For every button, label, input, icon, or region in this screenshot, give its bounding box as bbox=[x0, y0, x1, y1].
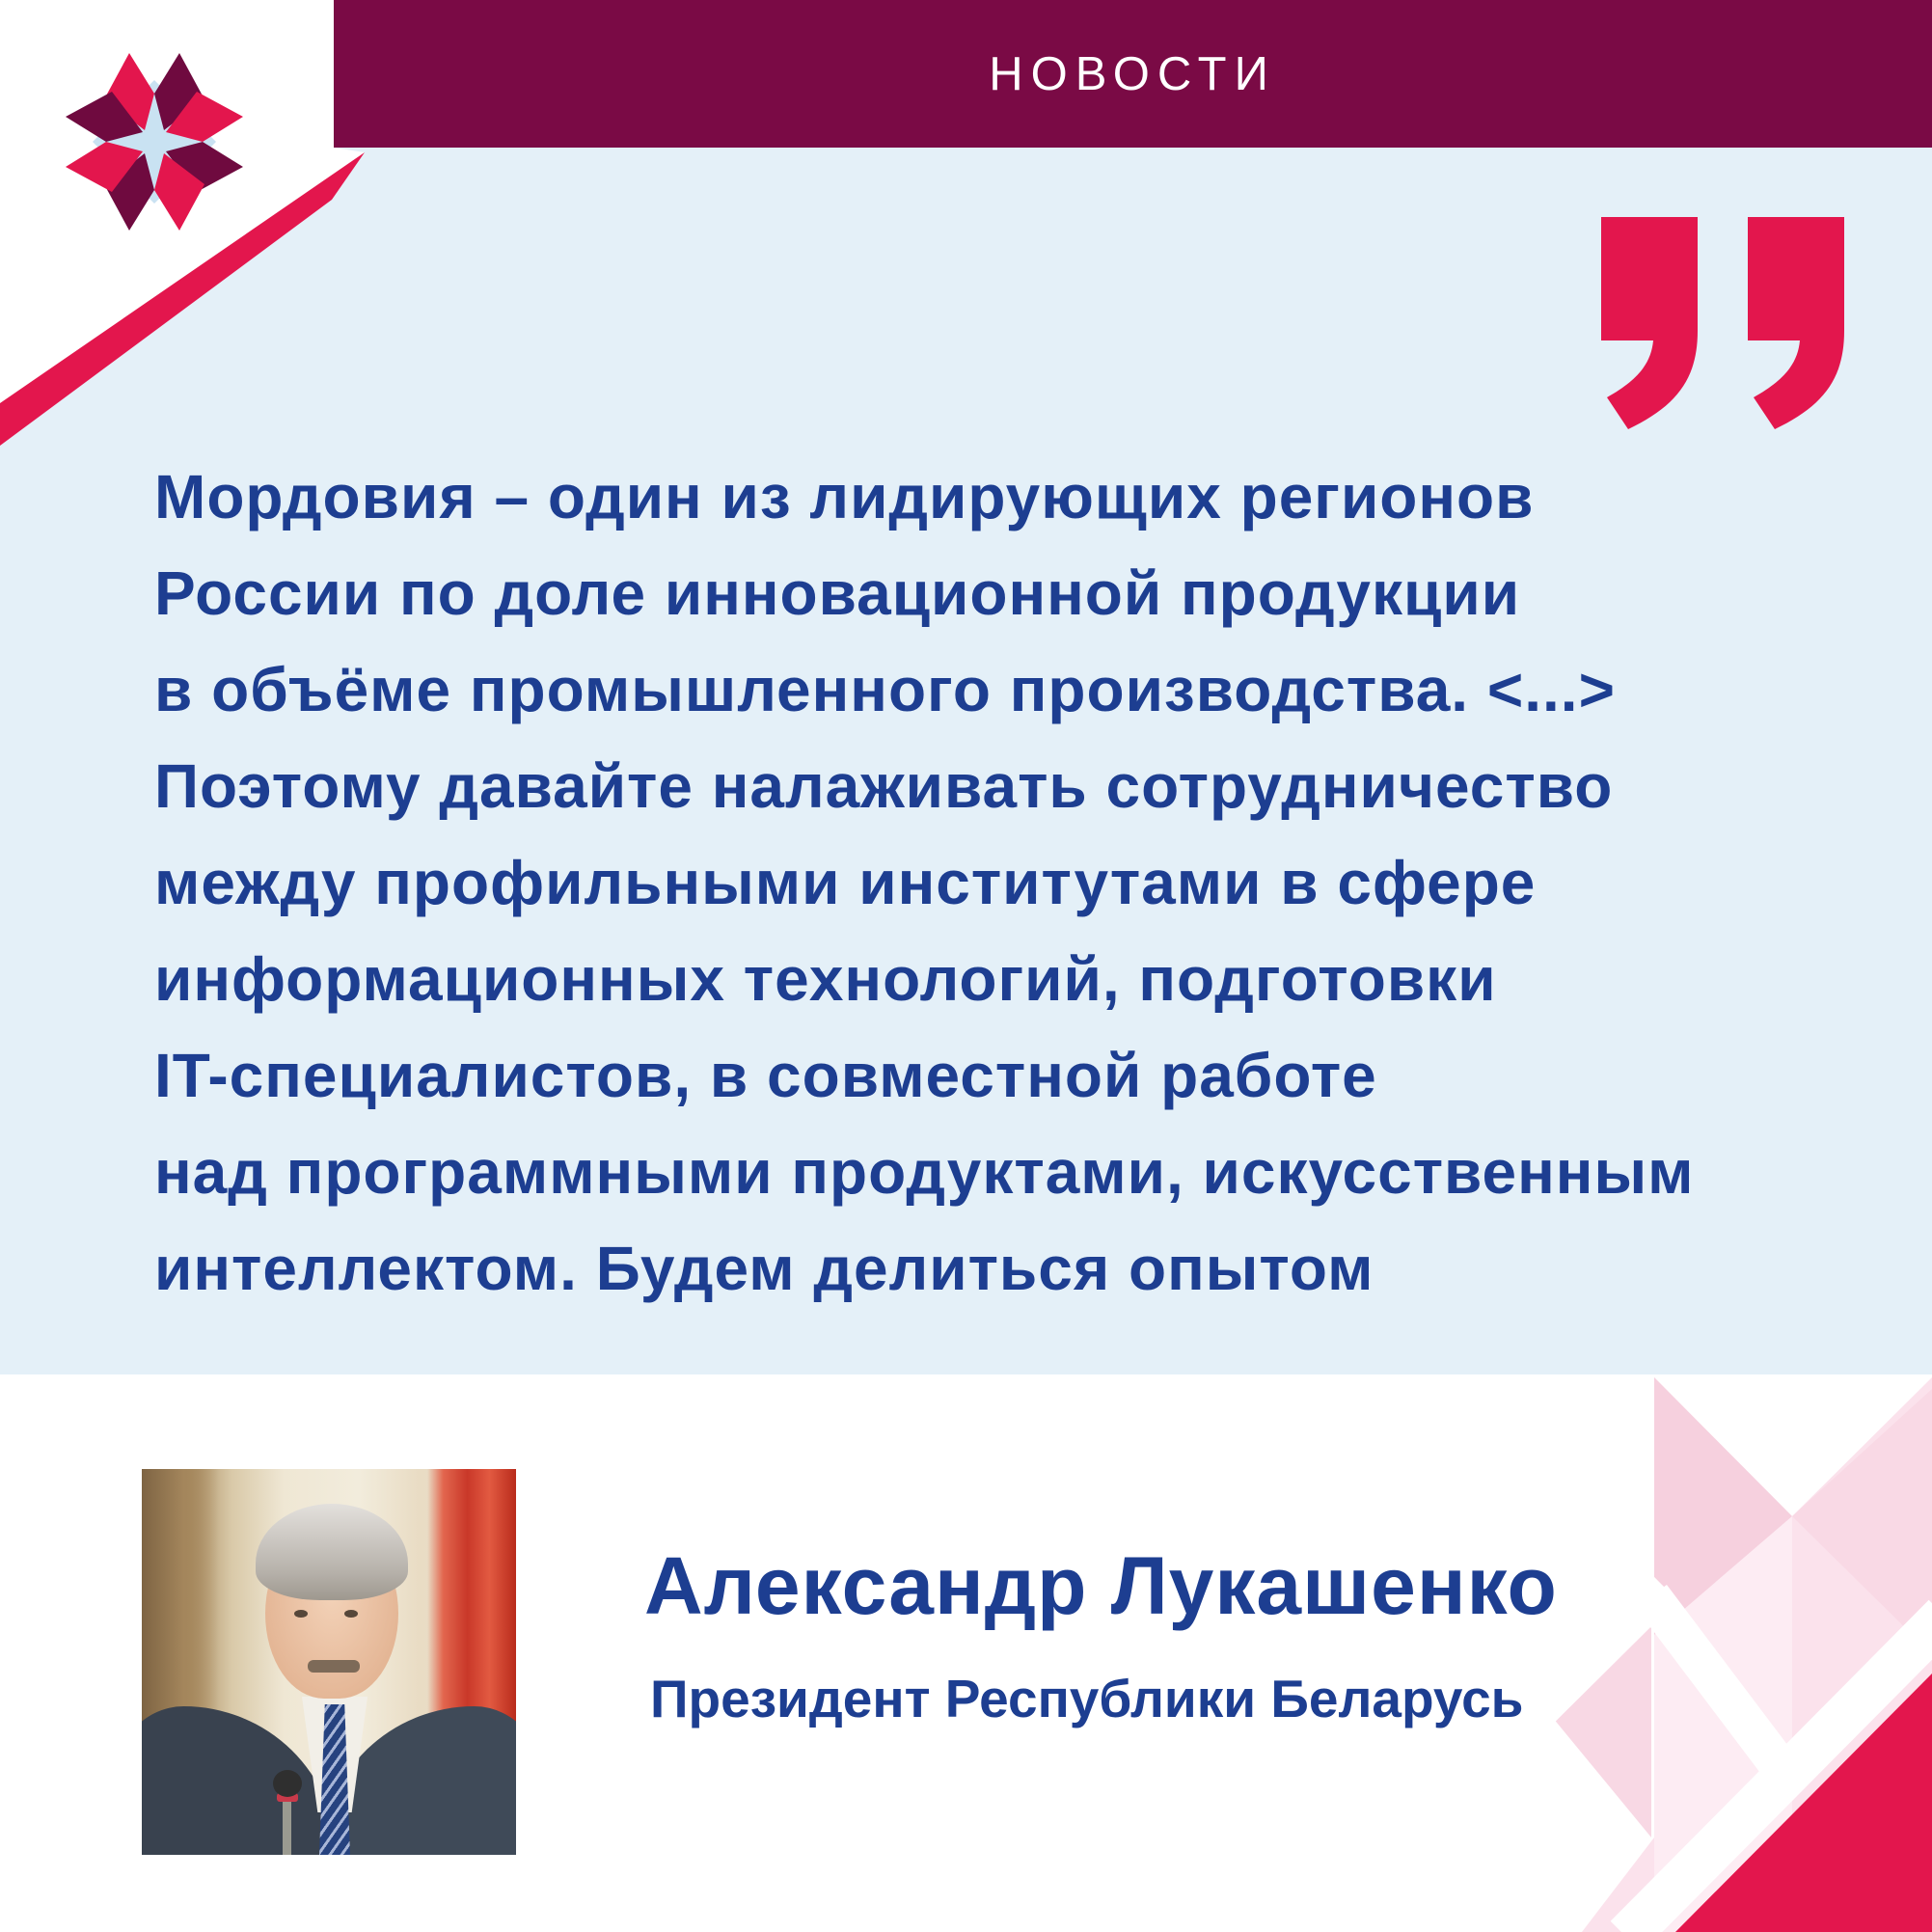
microphone-icon bbox=[283, 1801, 291, 1855]
photo-eye bbox=[344, 1610, 358, 1618]
header-title: НОВОСТИ bbox=[989, 47, 1276, 100]
quote-line: Мордовия – один из лидирующих регионов bbox=[154, 462, 1535, 531]
quote-line: информационных технологий, подготовки bbox=[154, 944, 1497, 1014]
quote-line: IT-специалистов, в совместной работе bbox=[154, 1041, 1377, 1110]
quote-line: России по доле инновационной продукции bbox=[154, 558, 1521, 628]
speaker-title: Президент Республики Беларусь bbox=[650, 1669, 1524, 1728]
quote-line: Поэтому давайте налаживать сотрудничество bbox=[154, 751, 1614, 821]
quote-line: интеллектом. Будем делиться опытом bbox=[154, 1234, 1374, 1303]
header-title-wrap bbox=[333, 0, 1932, 148]
quote-line: между профильными институтами в сфере bbox=[154, 848, 1537, 917]
microphone-head bbox=[273, 1770, 302, 1797]
speaker-name: Александр Лукашенко bbox=[644, 1540, 1558, 1631]
speaker-photo bbox=[142, 1469, 516, 1855]
photo-eye bbox=[294, 1610, 308, 1618]
photo-mustache bbox=[308, 1660, 360, 1673]
quote-line: над программными продуктами, искусственным bbox=[154, 1137, 1695, 1207]
quote-line: в объёме промышленного производства. <...> bbox=[154, 655, 1616, 724]
photo-hair bbox=[256, 1504, 408, 1600]
quote-text bbox=[154, 449, 1694, 1317]
